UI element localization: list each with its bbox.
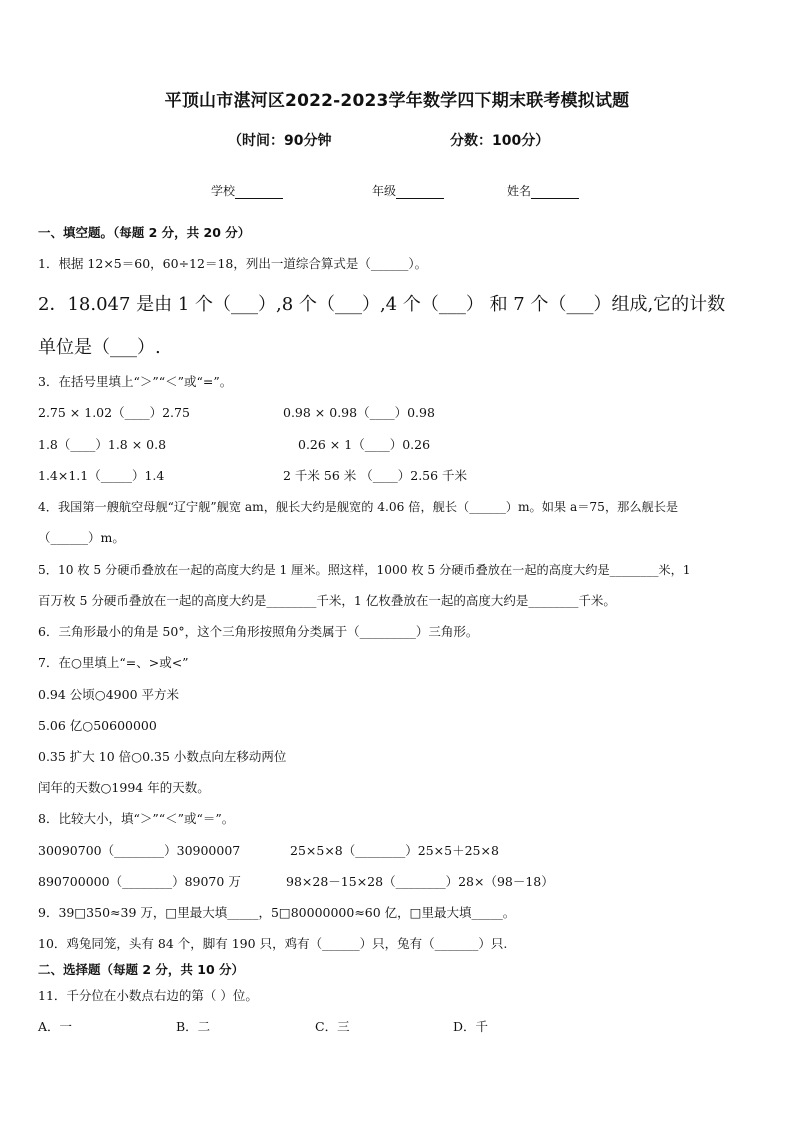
name-field[interactable] bbox=[507, 182, 579, 199]
question-9: 9．39□350≈39 万，□里最大填_____，5□80000000≈60 亿，□里最大填_____。 bbox=[38, 905, 516, 920]
question-3-item: 0.98 × 0.98（____）0.98 bbox=[283, 405, 435, 420]
question-7-item: 0.35 扩大 10 倍○0.35 小数点向左移动两位 bbox=[38, 749, 287, 764]
question-2-line-1: 2．18.047 是由 1 个（___）,8 个（___）,4 个（___） 和 7 个（___）组成,它的计数 bbox=[38, 294, 726, 315]
school-field[interactable] bbox=[211, 182, 283, 199]
section-2-heading: 二、选择题（每题 2 分，共 10 分） bbox=[38, 962, 245, 977]
option-d[interactable]: D．千 bbox=[453, 1019, 489, 1034]
grade-field[interactable] bbox=[372, 182, 444, 199]
exam-score: 分数：100分） bbox=[450, 133, 550, 149]
question-3-item: 2 千米 56 米 （____）2.56 千米 bbox=[283, 468, 468, 483]
question-3-item: 0.26 × 1（____）0.26 bbox=[298, 437, 431, 452]
question-6: 6．三角形最小的角是 50°，这个三角形按照角分类属于（_________）三角形。 bbox=[38, 624, 479, 639]
question-8-item: 890700000（________）89070 万 bbox=[38, 874, 241, 889]
question-5-line-1: 5．10 枚 5 分硬币叠放在一起的高度大约是 1 厘米。照这样，1000 枚 5 分硬币叠放在一起的高度大约是________米，1 bbox=[38, 563, 691, 577]
question-3-item: 2.75 × 1.02（____）2.75 bbox=[38, 405, 190, 420]
question-7-item: 5.06 亿○50600000 bbox=[38, 718, 157, 733]
section-1-heading: 一、填空题。（每题 2 分，共 20 分） bbox=[38, 225, 251, 240]
question-5-line-2: 百万枚 5 分硬币叠放在一起的高度大约是________千米，1 亿枚叠放在一起的高度大约是________千米。 bbox=[38, 593, 616, 608]
question-10: 10．鸡兔同笼，头有 84 个，脚有 190 只，鸡有（______）只，兔有（_______）只. bbox=[38, 936, 508, 951]
question-1: 1．根据 12×5＝60，60÷12＝18，列出一道综合算式是（______）。 bbox=[38, 256, 428, 271]
option-c[interactable]: C．三 bbox=[315, 1019, 350, 1034]
name-blank[interactable] bbox=[531, 185, 579, 199]
question-3: 3．在括号里填上“＞”“＜”或“=”。 bbox=[38, 374, 233, 389]
question-2-line-2: 单位是（___）. bbox=[38, 337, 161, 358]
question-8-item: 30090700（________）30900007 bbox=[38, 843, 241, 858]
question-8-item: 25×5×8（________）25×5＋25×8 bbox=[290, 843, 499, 858]
name-label: 姓名 bbox=[507, 184, 532, 198]
grade-blank[interactable] bbox=[396, 185, 444, 199]
question-3-item: 1.4×1.1（_____）1.4 bbox=[38, 468, 165, 483]
school-label: 学校 bbox=[211, 184, 236, 198]
grade-label: 年级 bbox=[372, 184, 397, 198]
school-blank[interactable] bbox=[235, 185, 283, 199]
question-8: 8．比较大小，填“＞”“＜”或“＝”。 bbox=[38, 811, 235, 826]
page-title: 平顶山市湛河区2022-2023学年数学四下期末联考模拟试题 bbox=[164, 91, 630, 111]
question-11: 11．千分位在小数点右边的第（ ）位。 bbox=[38, 988, 258, 1003]
question-7-item: 0.94 公顷○4900 平方米 bbox=[38, 687, 179, 702]
question-4-line-1: 4．我国第一艘航空母舰“辽宁舰”舰宽 am，舰长大约是舰宽的 4.06 倍，舰长（______）m。如果 a＝75，那么舰长是 bbox=[38, 500, 679, 514]
question-7: 7．在○里填上“=、>或<” bbox=[38, 655, 189, 670]
question-4-line-2: （______）m。 bbox=[38, 530, 125, 545]
question-3-item: 1.8（____）1.8 × 0.8 bbox=[38, 437, 167, 452]
option-b[interactable]: B．二 bbox=[176, 1019, 211, 1034]
question-7-item: 闰年的天数○1994 年的天数。 bbox=[38, 780, 210, 795]
option-a[interactable]: A．一 bbox=[38, 1019, 73, 1034]
exam-time: （时间：90分钟 bbox=[228, 133, 332, 149]
question-8-item: 98×28－15×28（________）28×（98－18） bbox=[286, 874, 554, 889]
